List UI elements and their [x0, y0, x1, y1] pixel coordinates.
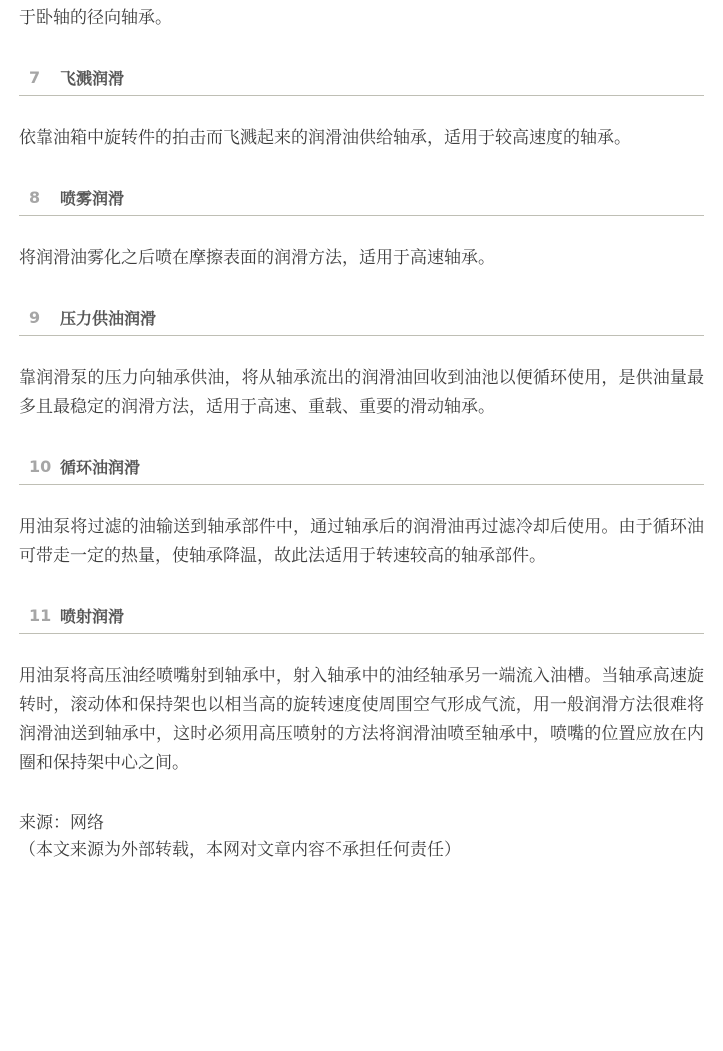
section-body: 将润滑油雾化之后喷在摩擦表面的润滑方法，适用于高速轴承。: [19, 248, 495, 268]
section-title: 喷射润滑: [60, 607, 125, 626]
section-title: 飞溅润滑: [60, 69, 125, 88]
section-heading: [19, 60, 704, 96]
intro-fragment: 于卧轴的径向轴承。: [19, 8, 172, 28]
spacer: [19, 153, 704, 180]
section-number: 10: [29, 457, 52, 476]
section-title: 压力供油润滑: [60, 309, 157, 328]
section-heading: [19, 180, 704, 216]
section-number: 8: [29, 188, 41, 207]
section-title: 喷雾润滑: [60, 189, 125, 208]
disclaimer-note: （本文来源为外部转载，本网对文章内容不承担任何责任）: [19, 840, 461, 860]
section-number: 11: [29, 606, 52, 625]
spacer: [19, 571, 704, 598]
spacer: [19, 422, 704, 449]
section-heading: [19, 598, 704, 634]
section-title: 循环油润滑: [60, 458, 141, 477]
section-body: 靠润滑泵的压力向轴承供油，将从轴承流出的润滑油回收到油池以便循环使用，是供油量最多且最稳定的润滑方法，适用于高速、重载、重要的滑动轴承。: [19, 368, 704, 417]
section-number: 7: [29, 68, 41, 87]
source-line: 来源：网络: [19, 813, 104, 833]
section-body: 用油泵将高压油经喷嘴射到轴承中，射入轴承中的油经轴承另一端流入油槽。当轴承高速旋转时，滚动体和保持架也以相当高的旋转速度使周围空气形成气流，用一般润滑方法很难将润滑油送到轴承中，这时必须用高压喷射的方法将润滑油喷至轴承中，喷嘴的位置应放在内圈和保持架中心之间。: [19, 666, 704, 773]
section-heading: [19, 449, 704, 485]
spacer: [19, 273, 704, 300]
section-body: 依靠油箱中旋转件的拍击而飞溅起来的润滑油供给轴承，适用于较高速度的轴承。: [19, 128, 631, 148]
section-body: 用油泵将过滤的油输送到轴承部件中，通过轴承后的润滑油再过滤冷却后使用。由于循环油可带走一定的热量，使轴承降温，故此法适用于转速较高的轴承部件。: [19, 517, 704, 566]
spacer: [19, 33, 704, 60]
section-heading: [19, 300, 704, 336]
article-body: [19, 0, 704, 864]
section-number: 9: [29, 308, 41, 327]
